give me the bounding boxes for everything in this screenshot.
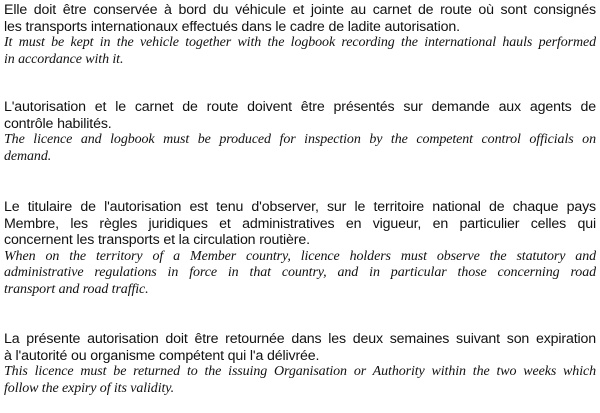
paragraph-2-english [4,132,596,165]
paragraph-4-french [4,331,596,364]
paragraph-1-english [4,35,596,68]
text-line: Membre, les règles juridiques et administratives en vigueur, en particulier celles qui [4,215,596,232]
text-line: It must be kept in the vehicle together with the logbook recording the international hauls performed [4,35,596,51]
paragraph-3-french [4,199,596,249]
paragraph-3-english [4,249,596,299]
text-line: This licence must be returned to the issuing Organisation or Authority within the two weeks which [4,364,596,380]
text-line: à l'autorité ou organisme compétent qui l'a délivrée. [4,347,320,364]
text-line: transport and road traffic. [4,281,149,297]
paragraph-1-french [4,2,596,35]
text-line: administrative regulations in force in that country, and in particular those concerning road [4,265,596,281]
text-line: L'autorisation et le carnet de route doivent être présentés sur demande aux agents de [4,99,596,115]
paragraph-4 [4,331,596,397]
text-line: La présente autorisation doit être retournée dans les deux semaines suivant son expiration [4,331,596,347]
paragraph-4-english [4,364,596,397]
text-line: Elle doit être conservée à bord du véhicule et jointe au carnet de route où sont consignés [4,2,596,18]
text-line: When on the territory of a Member country, licence holders must observe the statutory and [4,248,596,264]
text-line: Le titulaire de l'autorisation est tenu d'observer, sur le territoire national de chaque pays [4,199,596,215]
text-line: in accordance with it. [4,51,124,67]
text-line: demand. [4,148,52,164]
text-line: contrôle habilités. [4,115,112,132]
paragraph-2-french [4,99,596,132]
paragraph-1 [4,2,596,68]
text-line: The licence and logbook must be produced for inspection by the competent control officials on [4,132,596,148]
paragraph-3 [4,199,596,299]
text-line: les transports internationaux effectués dans le cadre de ladite autorisation. [4,18,460,35]
paragraph-2 [4,99,596,165]
text-line: concernent les transports et la circulation routière. [4,232,310,249]
text-line: follow the expiry of its validity. [4,380,175,396]
